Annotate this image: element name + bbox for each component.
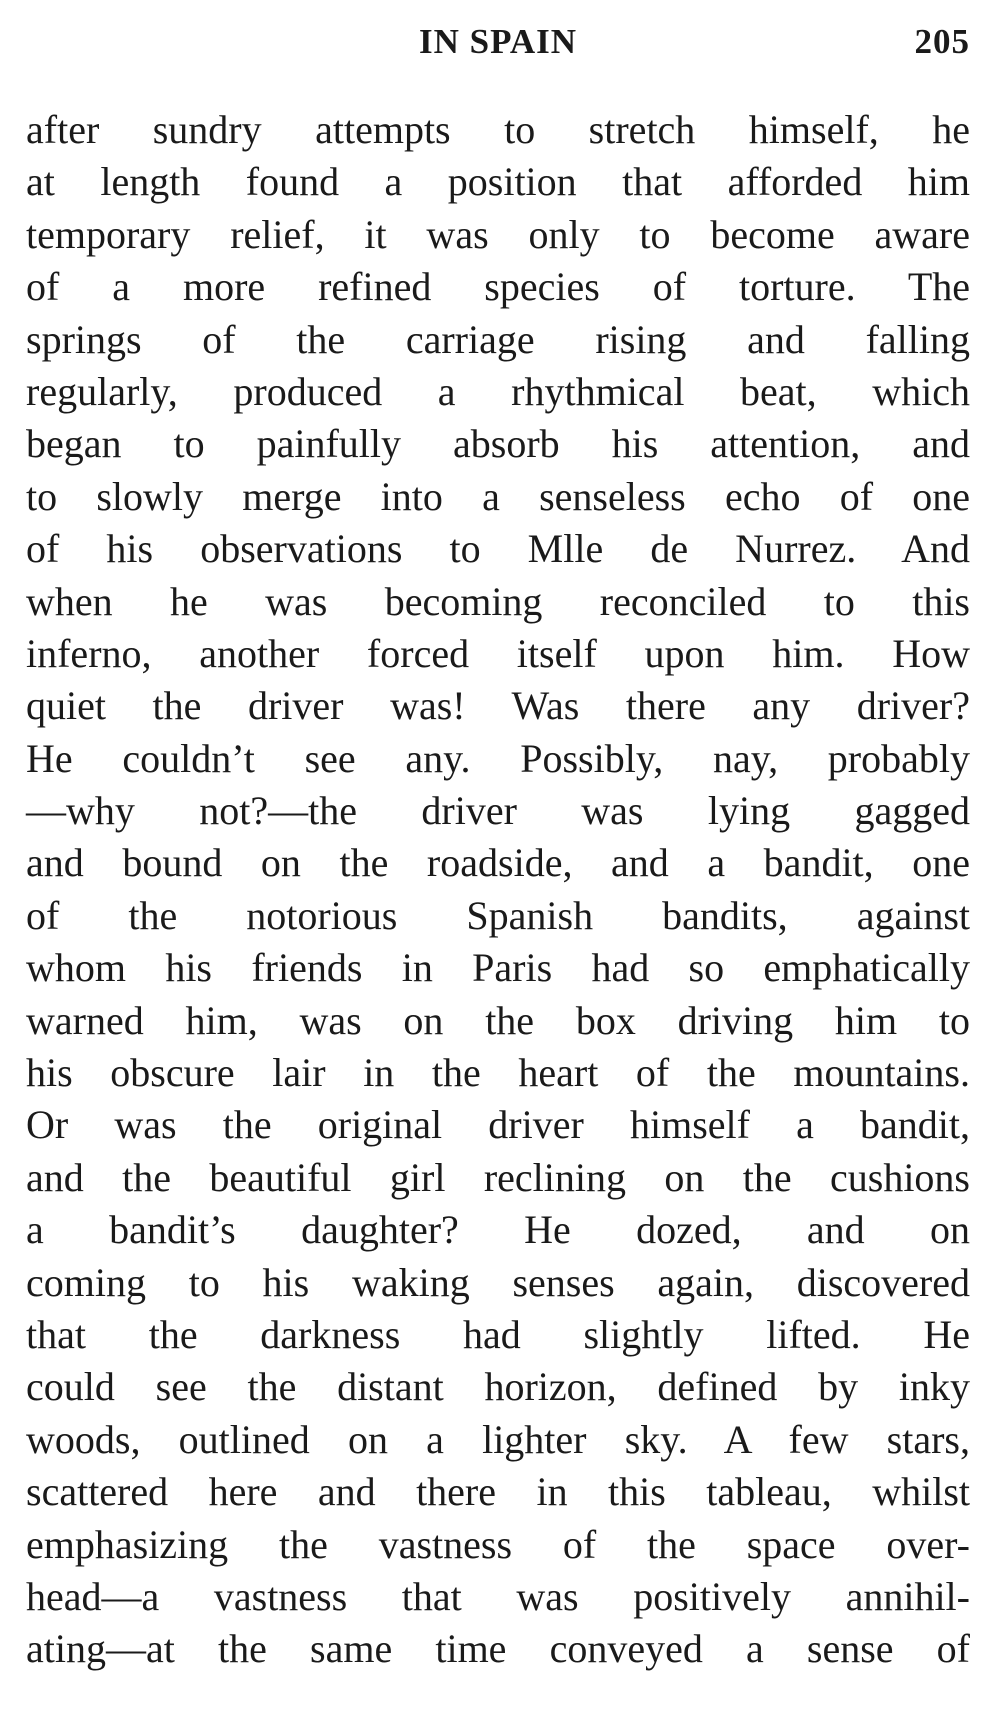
text-line: of his observations to Mlle de Nurrez. And (26, 526, 970, 572)
text-line: when he was becoming reconciled to this (26, 578, 970, 624)
text-line: temporary relief, it was only to become aware (26, 211, 970, 257)
text-line: a bandit’s daughter? He dozed, and on (26, 1207, 970, 1253)
text-line: at length found a position that afforded him (26, 159, 970, 205)
text-line: head—a vastness that was positively annihil- (26, 1573, 970, 1619)
text-line: his obscure lair in the heart of the mountains. (26, 1050, 970, 1096)
text-line: warned him, was on the box driving him to (26, 997, 970, 1043)
book-page (26, 0, 970, 1722)
text-line: ating—at the same time conveyed a sense of (26, 1626, 970, 1672)
text-line: after sundry attempts to stretch himself, he (26, 107, 970, 152)
text-line: began to painfully absorb his attention, and (26, 421, 970, 467)
text-line: Or was the original driver himself a bandit, (26, 1102, 970, 1148)
text-line: quiet the driver was! Was there any driver? (26, 683, 970, 729)
body-text (26, 104, 970, 1676)
text-line: of the notorious Spanish bandits, against (26, 892, 970, 938)
text-line: of a more refined species of torture. The (26, 264, 970, 310)
text-line: scattered here and there in this tableau, whilst (26, 1469, 970, 1515)
text-line: inferno, another forced itself upon him. How (26, 630, 970, 676)
text-line: and the beautiful girl reclining on the cushions (26, 1154, 970, 1200)
text-line: He couldn’t see any. Possibly, nay, probably (26, 735, 970, 781)
text-line: emphasizing the vastness of the space over- (26, 1521, 970, 1567)
text-line: woods, outlined on a lighter sky. A few stars, (26, 1416, 970, 1462)
text-line: that the darkness had slightly lifted. He (26, 1311, 970, 1357)
text-line: springs of the carriage rising and falling (26, 316, 970, 362)
text-line: regularly, produced a rhythmical beat, which (26, 368, 970, 414)
text-line: to slowly merge into a senseless echo of one (26, 473, 970, 519)
text-line: —why not?—the driver was lying gagged (26, 788, 970, 834)
page-number: 205 (914, 22, 970, 61)
running-head (26, 22, 970, 72)
text-line: could see the distant horizon, defined by inky (26, 1364, 970, 1410)
text-line: whom his friends in Paris had so emphatically (26, 945, 970, 991)
running-title: IN SPAIN (418, 22, 578, 61)
text-line: coming to his waking senses again, discovered (26, 1259, 970, 1305)
text-line: and bound on the roadside, and a bandit, one (26, 840, 970, 886)
